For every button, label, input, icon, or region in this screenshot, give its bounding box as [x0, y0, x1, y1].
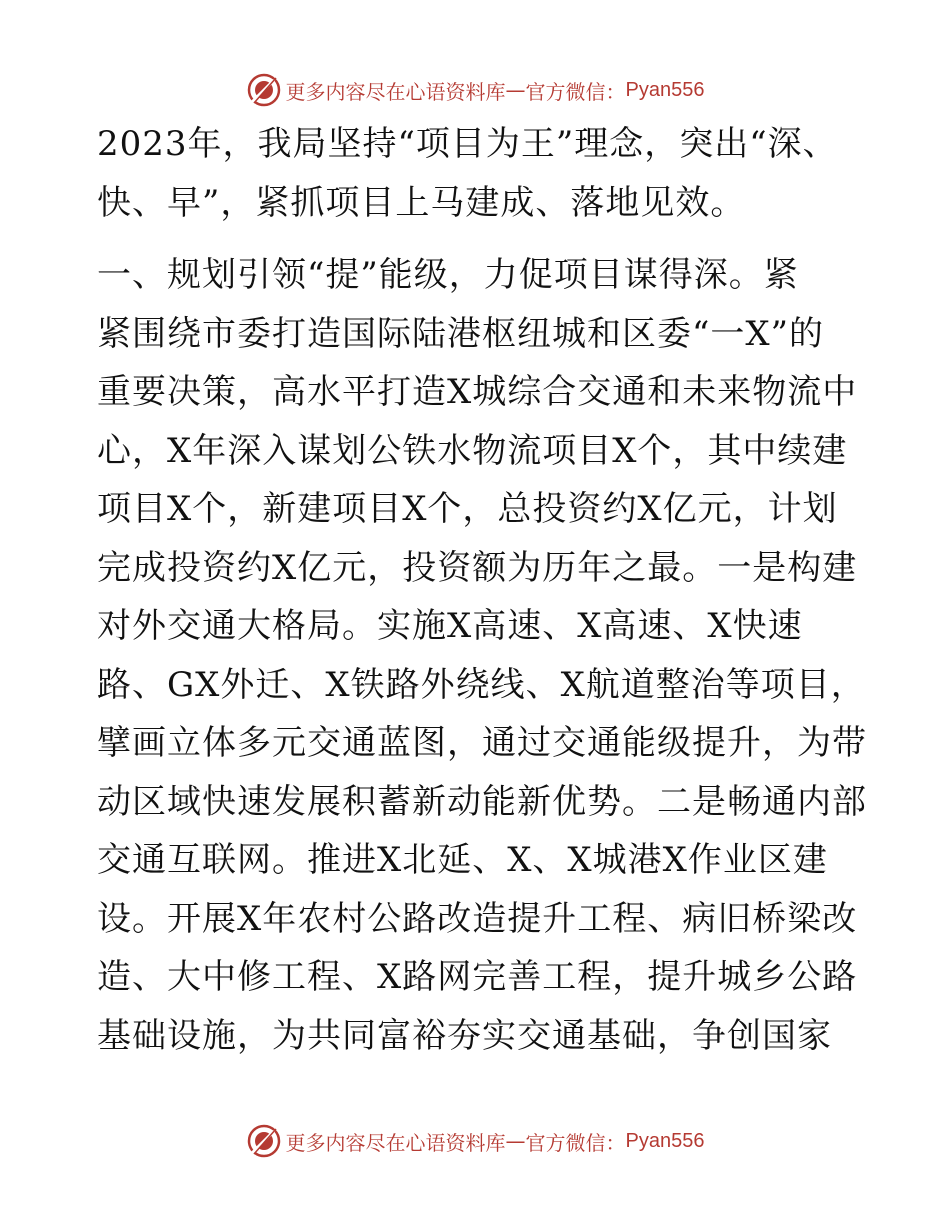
text-line: 心，X年深入谋划公铁水物流项目X个，其中续建 — [97, 430, 848, 471]
text-line: 路、GX外迁、X铁路外绕线、X航道整治等项目， — [97, 664, 866, 705]
watermark-contact-label: 官方微信： — [525, 79, 626, 104]
text-line: 一、规划引领“提”能级，力促项目谋得深。紧 — [97, 255, 799, 295]
text-line: 擘画立体多元交通蓝图，通过交通能级提升，为带 — [97, 723, 867, 763]
watermark-contact-id: Pyan556 — [625, 78, 705, 101]
document-body — [97, 115, 867, 1065]
watermark-banner-top — [0, 70, 950, 110]
text-line: 紧围绕市委打造国际陆港枢纽城和区委“一X”的 — [97, 313, 824, 354]
text-line: 快、早”，紧抓项目上马建成、落地见效。 — [97, 182, 746, 223]
watermark-contact-id: Pyan556 — [625, 1129, 705, 1152]
text-line: 对外交通大格局。实施X高速、X高速、X快速 — [97, 606, 803, 646]
pen-seal-logo-icon — [246, 1123, 282, 1159]
text-line: 重要决策，高水平打造X城综合交通和未来物流中 — [97, 372, 858, 412]
text-line: 造、大中修工程、X路网完善工程，提升城乡公路 — [97, 957, 858, 997]
text-line: 设。开展X年农村公路改造提升工程、病旧桥梁改 — [97, 898, 858, 939]
watermark-dash: — — [505, 78, 526, 102]
watermark-text: 更多内容尽在心语资料库 — [285, 79, 506, 104]
pen-seal-logo-icon — [246, 72, 282, 108]
text-line: 2023年，我局坚持“项目为王”理念，突出“深、 — [97, 124, 838, 164]
watermark-dash: — — [505, 1129, 526, 1153]
text-line: 项目X个，新建项目X个，总投资约X亿元，计划 — [97, 489, 838, 529]
watermark-contact-label: 官方微信： — [525, 1130, 626, 1155]
text-line: 动区域快速发展积蓄新动能新优势。二是畅通内部 — [97, 781, 867, 822]
paragraph-section-one — [97, 246, 867, 1065]
text-line: 基础设施，为共同富裕夯实交通基础，争创国家 — [97, 1015, 832, 1056]
text-line: 完成投资约X亿元，投资额为历年之最。一是构建 — [97, 547, 858, 588]
watermark-banner-bottom — [0, 1121, 950, 1161]
watermark-text: 更多内容尽在心语资料库 — [285, 1130, 506, 1155]
paragraph-intro — [97, 115, 857, 232]
text-line: 交通互联网。推进X北延、X、X城港X作业区建 — [97, 840, 828, 880]
